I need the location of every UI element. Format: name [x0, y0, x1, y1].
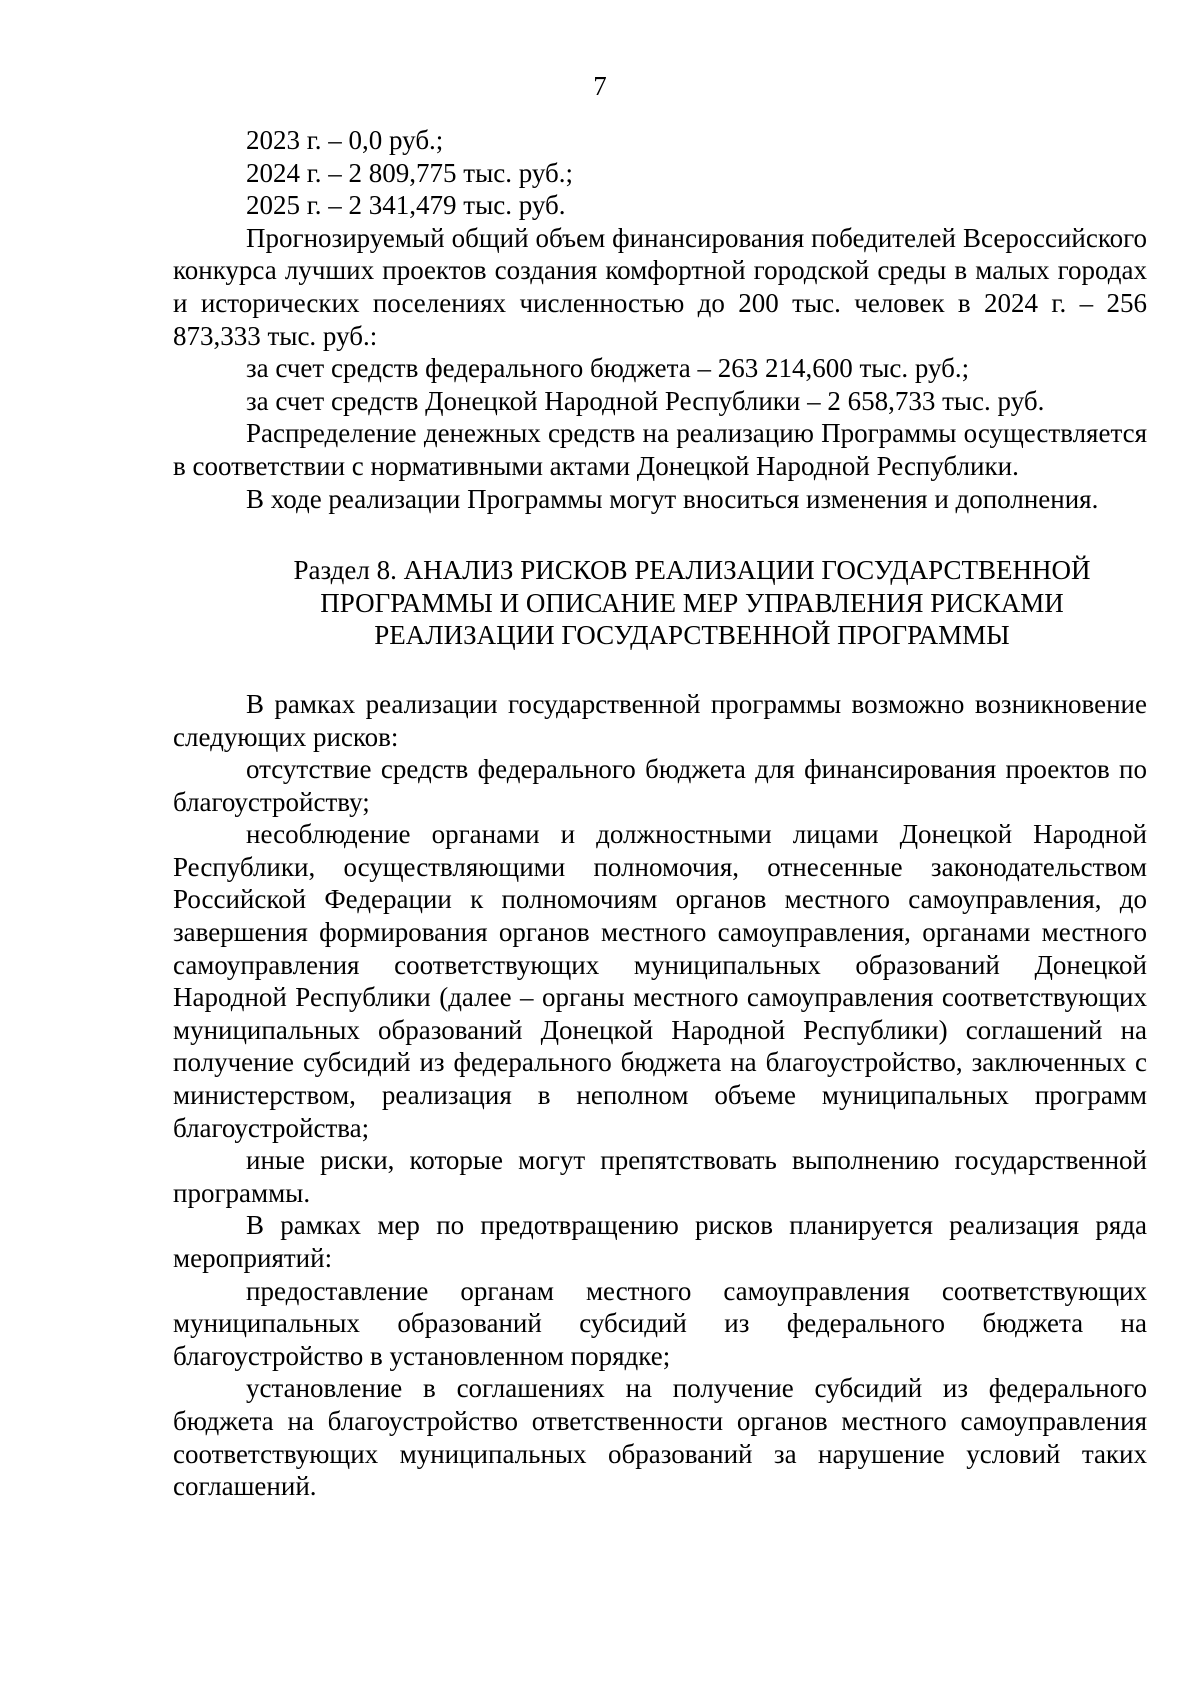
funding-line-2023: 2023 г. – 0,0 руб.;	[246, 125, 444, 155]
funding-line-2025: 2025 г. – 2 341,479 тыс. руб.	[246, 190, 566, 221]
paragraph-measures-intro: В рамках мер по предотвращению рисков планируется реализация ряда мероприятий:	[173, 1210, 1147, 1273]
paragraph-risk-other: иные риски, которые могут препятствовать выполнению государственной программы.	[173, 1145, 1147, 1208]
paragraph-changes: В ходе реализации Программы могут вноситься изменения и дополнения.	[246, 483, 1099, 514]
paragraph-measure-subsidies: предоставление органам местного самоуправления соответствующих муниципальных образований субсидий из федерального бюджета на благоустройство в установленном порядке;	[173, 1275, 1147, 1371]
section-heading	[173, 554, 1147, 652]
section-heading-line: Раздел 8. АНАЛИЗ РИСКОВ РЕАЛИЗАЦИИ ГОСУДАРСТВЕННОЙ	[293, 555, 1091, 586]
section-heading-line: ПРОГРАММЫ И ОПИСАНИЕ МЕР УПРАВЛЕНИЯ РИСКАМИ	[320, 587, 1064, 618]
paragraph-measure-responsibility: установление в соглашениях на получение субсидий из федерального бюджета на благоустройство ответственности органов местного самоуправления соответствующих муниципальных образований за нарушение условий таких соглашений.	[173, 1373, 1147, 1502]
page-number: 7	[593, 71, 607, 101]
paragraph-distribution: Распределение денежных средств на реализацию Программы осуществляется в соответствии с нормативными актами Донецкой Народной Республики.	[173, 418, 1147, 481]
document-body	[173, 124, 1147, 1503]
paragraph-dnr-budget: за счет средств Донецкой Народной Республики – 2 658,733 тыс. руб.	[246, 385, 1045, 416]
paragraph-risk-no-funds: отсутствие средств федерального бюджета для финансирования проектов по благоустройству;	[173, 754, 1147, 817]
paragraph-forecast-funding: Прогнозируемый общий объем финансирования победителей Всероссийского конкурса лучших проектов создания комфортной городской среды в малых городах и исторических поселениях численностью до 200 тыс. человек в 2024 г. – 256 873,333 тыс. руб.:	[173, 222, 1147, 351]
paragraph-risks-intro: В рамках реализации государственной программы возможно возникновение следующих рисков:	[173, 688, 1147, 752]
paragraph-risk-noncompliance: несоблюдение органами и должностными лицами Донецкой Народной Республики, осуществляющими полномочия, отнесенные законодательством Российской Федерации к полномочиям органов местного самоуправления, до завершения формирования органов местного самоуправления, органами местного самоуправления соответствующих муниципальных образований Донецкой Народной Республики (далее – органы местного самоуправления соответствующих муниципальных образований Донецкой Народной Республики) соглашений на получение субсидий из федерального бюджета на благоустройство, заключенных с министерством, реализация в неполном объеме муниципальных программ благоустройства;	[173, 819, 1147, 1143]
paragraph-federal-budget: за счет средств федерального бюджета – 263 214,600 тыс. руб.;	[246, 353, 970, 384]
funding-line-2024: 2024 г. – 2 809,775 тыс. руб.;	[246, 157, 573, 188]
section-heading-line: РЕАЛИЗАЦИИ ГОСУДАРСТВЕННОЙ ПРОГРАММЫ	[374, 620, 1010, 651]
